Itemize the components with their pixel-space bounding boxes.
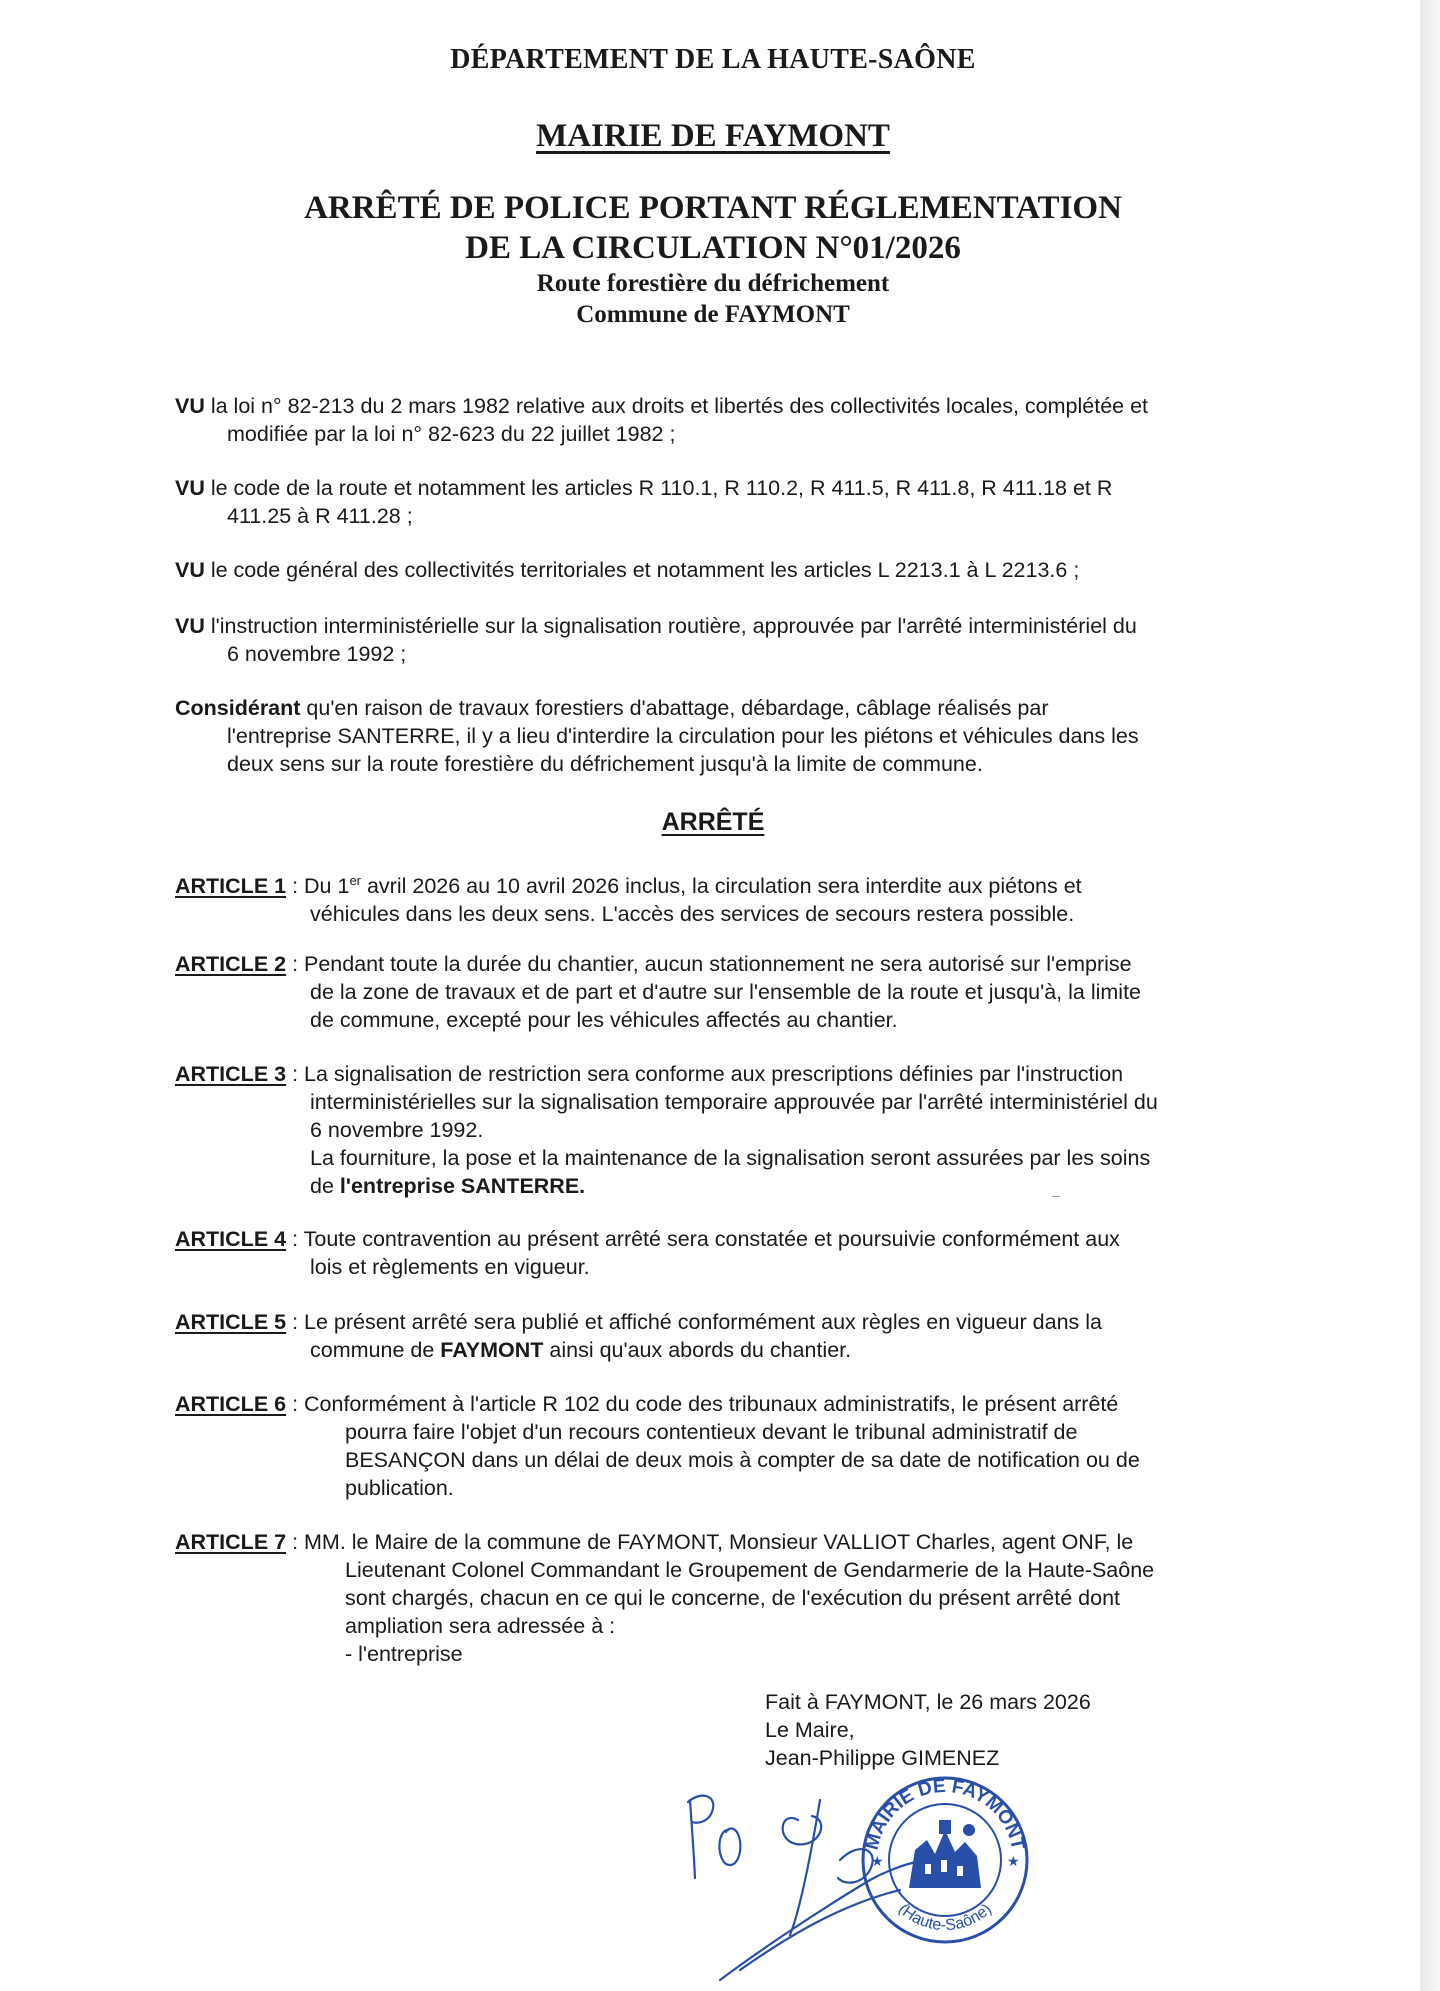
- svg-text:★: ★: [871, 1853, 884, 1869]
- commune-subtitle: Commune de FAYMONT: [576, 301, 850, 328]
- article-label: ARTICLE 4: [175, 1227, 287, 1251]
- arrete-heading: ARRÊTÉ: [661, 808, 765, 836]
- article-text-line: véhicules dans les deux sens. L'accès des services de secours restera possible.: [310, 902, 1075, 927]
- visa-text-line: l'instruction interministérielle sur la signalisation routière, approuvée par l'arrêté interministériel du: [204, 614, 1137, 638]
- visa-text-line: 6 novembre 1992 ;: [227, 642, 407, 666]
- article-text-line: : MM. le Maire de la commune de FAYMONT, Monsieur VALLIOT Charles, agent ONF, le: [286, 1530, 1134, 1554]
- visa-lead: VU: [175, 558, 205, 582]
- article-text-line: interministérielles sur la signalisation temporaire approuvée par l'arrêté interministériel du: [310, 1090, 1158, 1114]
- document-title-line1: ARRÊTÉ DE POLICE PORTANT RÉGLEMENTATION: [304, 190, 1122, 226]
- visa-lead: VU: [175, 476, 205, 500]
- article-text-line: [175, 1336, 1251, 1364]
- article-6: [175, 1390, 1251, 1502]
- handwritten-signature: [680, 1760, 1040, 1990]
- mairie-heading: MAIRIE DE FAYMONT: [536, 118, 890, 154]
- article-text-line: ampliation sera adressée à :: [345, 1614, 616, 1638]
- article-label: ARTICLE 6: [175, 1392, 287, 1416]
- article-5: [175, 1308, 1251, 1364]
- document-title-line2: DE LA CIRCULATION N°01/2026: [465, 230, 961, 266]
- article-text-line: sont chargés, chacun en ce qui le concerne, de l'exécution du présent arrêté dont: [345, 1586, 1121, 1610]
- article-text-line: de commune, excepté pour les véhicules affectés au chantier.: [310, 1008, 898, 1032]
- article-label: ARTICLE 7: [175, 1530, 287, 1554]
- signature-place-date: Fait à FAYMONT, le 26 mars 2026: [765, 1690, 1091, 1714]
- stamp-and-signature: [680, 1760, 1040, 1990]
- article-text-fragment: de: [310, 1174, 340, 1198]
- article-label: ARTICLE 2: [175, 952, 287, 976]
- signature-name: Jean-Philippe GIMENEZ: [765, 1746, 1000, 1770]
- article-3: [175, 1060, 1251, 1200]
- considerant-text-line: qu'en raison de travaux forestiers d'abattage, débardage, câblage réalisés par: [300, 696, 1049, 720]
- article-text-line: : Conformément à l'article R 102 du code des tribunaux administratifs, le présent arrêté: [286, 1392, 1119, 1416]
- article-text-line: BESANÇON dans un délai de deux mois à compter de sa date de notification ou de: [345, 1448, 1140, 1472]
- article-text-line: : Le présent arrêté sera publié et affiché conformément aux règles en vigueur dans la: [286, 1310, 1102, 1334]
- article-text-line: pourra faire l'objet d'un recours contentieux devant le tribunal administratif de: [345, 1420, 1078, 1444]
- article-text-line: Lieutenant Colonel Commandant le Groupement de Gendarmerie de la Haute-Saône: [345, 1558, 1155, 1582]
- article-text-line: 6 novembre 1992.: [310, 1118, 484, 1142]
- visa-lead: VU: [175, 394, 205, 418]
- considerant-text-line: deux sens sur la route forestière du défrichement jusqu'à la limite de commune.: [227, 752, 983, 776]
- stamp-bottom-text: (Haute-Saône): [895, 1900, 995, 1935]
- visa-paragraph: [175, 612, 1251, 668]
- article-7: [175, 1528, 1251, 1668]
- stray-mark: [1052, 1196, 1060, 1197]
- considerant-paragraph: [175, 694, 1251, 778]
- article-text-fragment: ainsi qu'aux abords du chantier.: [543, 1338, 852, 1362]
- article-text-line: - l'entreprise: [345, 1642, 463, 1666]
- considerant-lead: Considérant: [175, 696, 301, 720]
- company-name: l'entreprise SANTERRE.: [339, 1174, 586, 1198]
- visa-text-line: le code général des collectivités territoriales et notamment les articles L 2213.1 à L 2213.6 ;: [204, 558, 1080, 582]
- article-text-line: avril 2026 au 10 avril 2026 inclus, la circulation sera interdite aux piétons et: [361, 874, 1082, 899]
- visa-paragraph: [175, 474, 1251, 530]
- article-4: [175, 1225, 1251, 1281]
- article-text-line: lois et règlements en vigueur.: [310, 1255, 590, 1279]
- article-text-line: publication.: [345, 1476, 454, 1500]
- visa-text-line: le code de la route et notamment les articles R 110.1, R 110.2, R 411.5, R 411.8, R 411.18 et R: [204, 476, 1113, 500]
- article-text-line: : Du 1: [286, 874, 350, 899]
- article-text-fragment: commune de: [310, 1338, 441, 1362]
- page-edge-shadow: [1420, 0, 1440, 1991]
- article-text-line: : La signalisation de restriction sera conforme aux prescriptions définies par l'instruction: [286, 1062, 1124, 1086]
- visa-paragraph: [175, 556, 1251, 584]
- article-text-line: La fourniture, la pose et la maintenance de la signalisation seront assurées par les soins: [310, 1146, 1151, 1170]
- visa-text-line: modifiée par la loi n° 82-623 du 22 juillet 1982 ;: [227, 422, 676, 446]
- signature-role: Le Maire,: [765, 1718, 855, 1742]
- article-text-line: : Toute contravention au présent arrêté sera constatée et poursuivie conformément aux: [286, 1227, 1120, 1251]
- article-text-line: de la zone de travaux et de part et d'autre sur l'ensemble de la route et jusqu'à, la limite: [310, 980, 1141, 1004]
- visa-lead: VU: [175, 614, 205, 638]
- department-heading: DÉPARTEMENT DE LA HAUTE-SAÔNE: [450, 44, 976, 75]
- road-subtitle: Route forestière du défrichement: [536, 270, 890, 297]
- stamp-top-text: MAIRIE DE FAYMONT: [861, 1775, 1029, 1852]
- svg-text:★: ★: [1007, 1853, 1020, 1869]
- article-text-line: : Pendant toute la durée du chantier, aucun stationnement ne sera autorisé sur l'emprise: [286, 952, 1132, 976]
- commune-name: FAYMONT: [440, 1338, 544, 1362]
- ordinal-superscript: er: [349, 873, 361, 888]
- article-text-line: [175, 1172, 1251, 1200]
- article-label: ARTICLE 1: [175, 874, 287, 899]
- article-label: ARTICLE 3: [175, 1062, 287, 1086]
- article-2: [175, 950, 1251, 1034]
- visa-text-line: 411.25 à R 411.28 ;: [227, 504, 413, 528]
- considerant-text-line: l'entreprise SANTERRE, il y a lieu d'interdire la circulation pour les piétons et véhicules dans les: [227, 724, 1139, 748]
- visa-text-line: la loi n° 82-213 du 2 mars 1982 relative aux droits et libertés des collectivités locales, complétée et: [204, 394, 1149, 418]
- article-label: ARTICLE 5: [175, 1310, 287, 1334]
- article-1: [175, 867, 1251, 928]
- visa-paragraph: [175, 392, 1251, 448]
